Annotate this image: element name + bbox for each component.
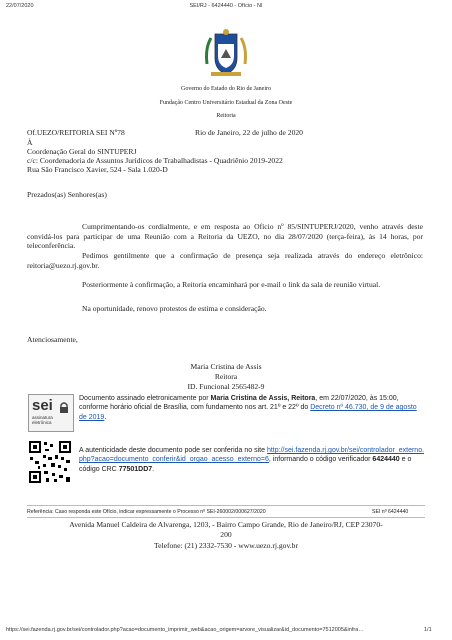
reference-note: Referência: Caso responda este Ofício, indicar expressamente o Processo nº SEI-260002/000627/2020 xyxy=(27,509,266,515)
addressee-line: Rua São Francisco Xavier, 524 - Sala 1.020-D xyxy=(27,165,168,174)
sei-logo-subtitle: assinatura eletrônica xyxy=(32,415,53,425)
print-date: 22/07/2020 xyxy=(6,3,34,9)
body-paragraph: Na oportunidade, renovo protestos de estima e consideração. xyxy=(82,304,267,313)
authenticity-statement: A autenticidade deste documento pode ser conferida no site http://sei.fazenda.rj.gov.br/sei/controlador_externo.php?acao=documento_conferir&id_orgao_acesso_externo=6, informando o código verificador 6424440 e o código CRC 77501DD7. xyxy=(79,447,425,473)
letterhead-line-1: Governo do Estado do Rio de Janeiro xyxy=(181,86,271,92)
decree-link[interactable]: Decreto nº 46.730, de 9 de agosto de 2019 xyxy=(79,404,417,421)
print-title: SEI/RJ - 6424440 - Ofício - NI xyxy=(189,3,263,9)
crc-code: 77501DD7 xyxy=(118,465,153,473)
page-number: 1/1 xyxy=(424,627,432,633)
closing: Atenciosamente, xyxy=(27,335,78,344)
signer-name: Maria Cristina de Assis xyxy=(190,362,262,371)
signature-signer: Maria Cristina de Assis, Reitora xyxy=(210,395,316,402)
qr-code xyxy=(28,440,72,484)
address-line-2: 200 xyxy=(220,530,232,539)
body-paragraph: Cumprimentando-os cordialmente, e em resposta ao Ofício nº 85/SINTUPERJ/2020, venho através deste convidá-los para participar de uma Reunião com a Reitoria da UEZO, no dia 28/07/2020 (terça-feira), às 14 horas, por teleconferência. xyxy=(27,222,423,251)
coat-of-arms-emblem xyxy=(203,28,249,80)
addressee-line: À xyxy=(27,138,33,147)
divider xyxy=(27,517,425,518)
padlock-icon xyxy=(59,400,69,411)
salutation: Prezados(as) Senhores(as) xyxy=(27,190,107,199)
verification-url-link[interactable]: http://sei.fazenda.rj.gov.br/sei/controlador_externo.php?acao=documento_conferir&id_orgao_acesso_externo=6 xyxy=(79,447,425,464)
divider xyxy=(27,505,425,506)
addressee-line: c/c: Coordenadoria de Assuntos Jurídicos de Trabalhadistas - Quadriênio 2019-2022 xyxy=(27,156,283,165)
office-number: Of.UEZO/REITORIA SEI Nº78 xyxy=(27,128,125,137)
contact-line: Telefone: (21) 2332-7530 - www.uezo.rj.gov.br xyxy=(154,541,298,550)
signature-statement: Documento assinado eletronicamente por Maria Cristina de Assis, Reitora, em 22/07/2020, às 15:00, conforme horário oficial de Brasília, com fundamento nos art. 21º e 22º do Decreto nº 46.730, de 9 de agosto de 2019. xyxy=(79,395,417,421)
letterhead-line-2: Fundação Centro Universitário Estadual da Zona Oeste xyxy=(159,100,293,106)
address-line-1: Avenida Manuel Caldeira de Alvarenga, 1203, - Bairro Campo Grande, Rio de Janeiro/RJ, CEP 23070- xyxy=(69,520,383,529)
body-paragraph: Posteriormente à confirmação, a Reitoria encaminhará por e-mail o link da sala de reunião virtual. xyxy=(82,280,381,289)
print-url: https://sei.fazenda.rj.gov.br/sei/controlador.php?acao=documento_imprimir_web&acao_origem=arvore_visualizar&id_documento=7512005&infra… xyxy=(6,627,364,633)
sei-signature-seal xyxy=(28,394,74,432)
letterhead-line-3: Reitoria xyxy=(216,113,236,119)
sei-logo-text: sei xyxy=(32,397,53,414)
office-date: Rio de Janeiro, 22 de julho de 2020 xyxy=(195,128,303,137)
body-paragraph: Pedimos gentilmente que a confirmação de presença seja realizada através do endereço eletrônico: reitoria@uezo.rj.gov.br. xyxy=(27,251,423,270)
signer-id: ID. Funcional 2565482-9 xyxy=(187,382,265,391)
verifier-code: 6424440 xyxy=(372,456,400,464)
addressee-line: Coordenação Geral do SINTUPERJ xyxy=(27,147,137,156)
signer-role: Reitora xyxy=(214,372,238,381)
sei-number: SEI nº 6424440 xyxy=(372,509,409,515)
